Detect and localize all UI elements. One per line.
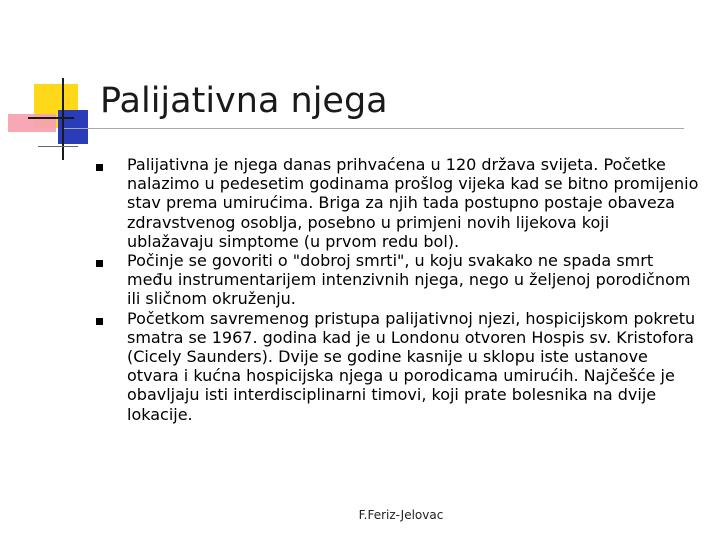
logo-horizontal-line bbox=[28, 117, 74, 119]
bullet-text: Palijativna je njega danas prihvaćena u 120 država svijeta. Početke nalazimo u pedesetim godinama prošlog vijeka kad se bitno promijenio stav prema umirućima. Briga za njih tada postupno postaje obaveza zdravstvenog osoblja, posebno u primjeni novih lijekova koji ublažavaju simptome (u prvom redu bol). bbox=[127, 155, 699, 251]
square-bullet-icon bbox=[96, 260, 103, 267]
square-bullet-icon bbox=[96, 164, 103, 171]
bullet-text: Početkom savremenog pristupa palijativnoj njezi, hospicijskom pokretu smatra se 1967. godina kad je u Londonu otvoren Hospis sv. Kristofora (Cicely Saunders). Dvije se godine kasnije u sklopu iste ustanove otvara i kućna hospicijska njega u porodicama umirućih. Najčešće je obavljaju isti interdisciplinarni timovi, koji prate bolesnika na dvije lokacije. bbox=[127, 308, 696, 424]
square-bullet-icon bbox=[96, 318, 103, 325]
slide-footer: F.Feriz-Jelovac bbox=[358, 508, 444, 522]
bullet-list bbox=[96, 155, 700, 424]
bullet-item bbox=[96, 309, 700, 424]
slide-title: Palijativna njega bbox=[100, 81, 388, 121]
logo-horizontal-line-lower bbox=[38, 146, 78, 147]
bullet-text: Počinje se govoriti o "dobroj smrti", u koju svakako ne spada smrt među instrumentarijem intenzivnih njega, nego u željenoj porodičnom ili sličnom okruženju. bbox=[127, 251, 691, 309]
logo-vertical-line bbox=[62, 78, 64, 160]
title-underline bbox=[64, 128, 684, 129]
bullet-item bbox=[96, 251, 700, 309]
bullet-item bbox=[96, 155, 700, 251]
